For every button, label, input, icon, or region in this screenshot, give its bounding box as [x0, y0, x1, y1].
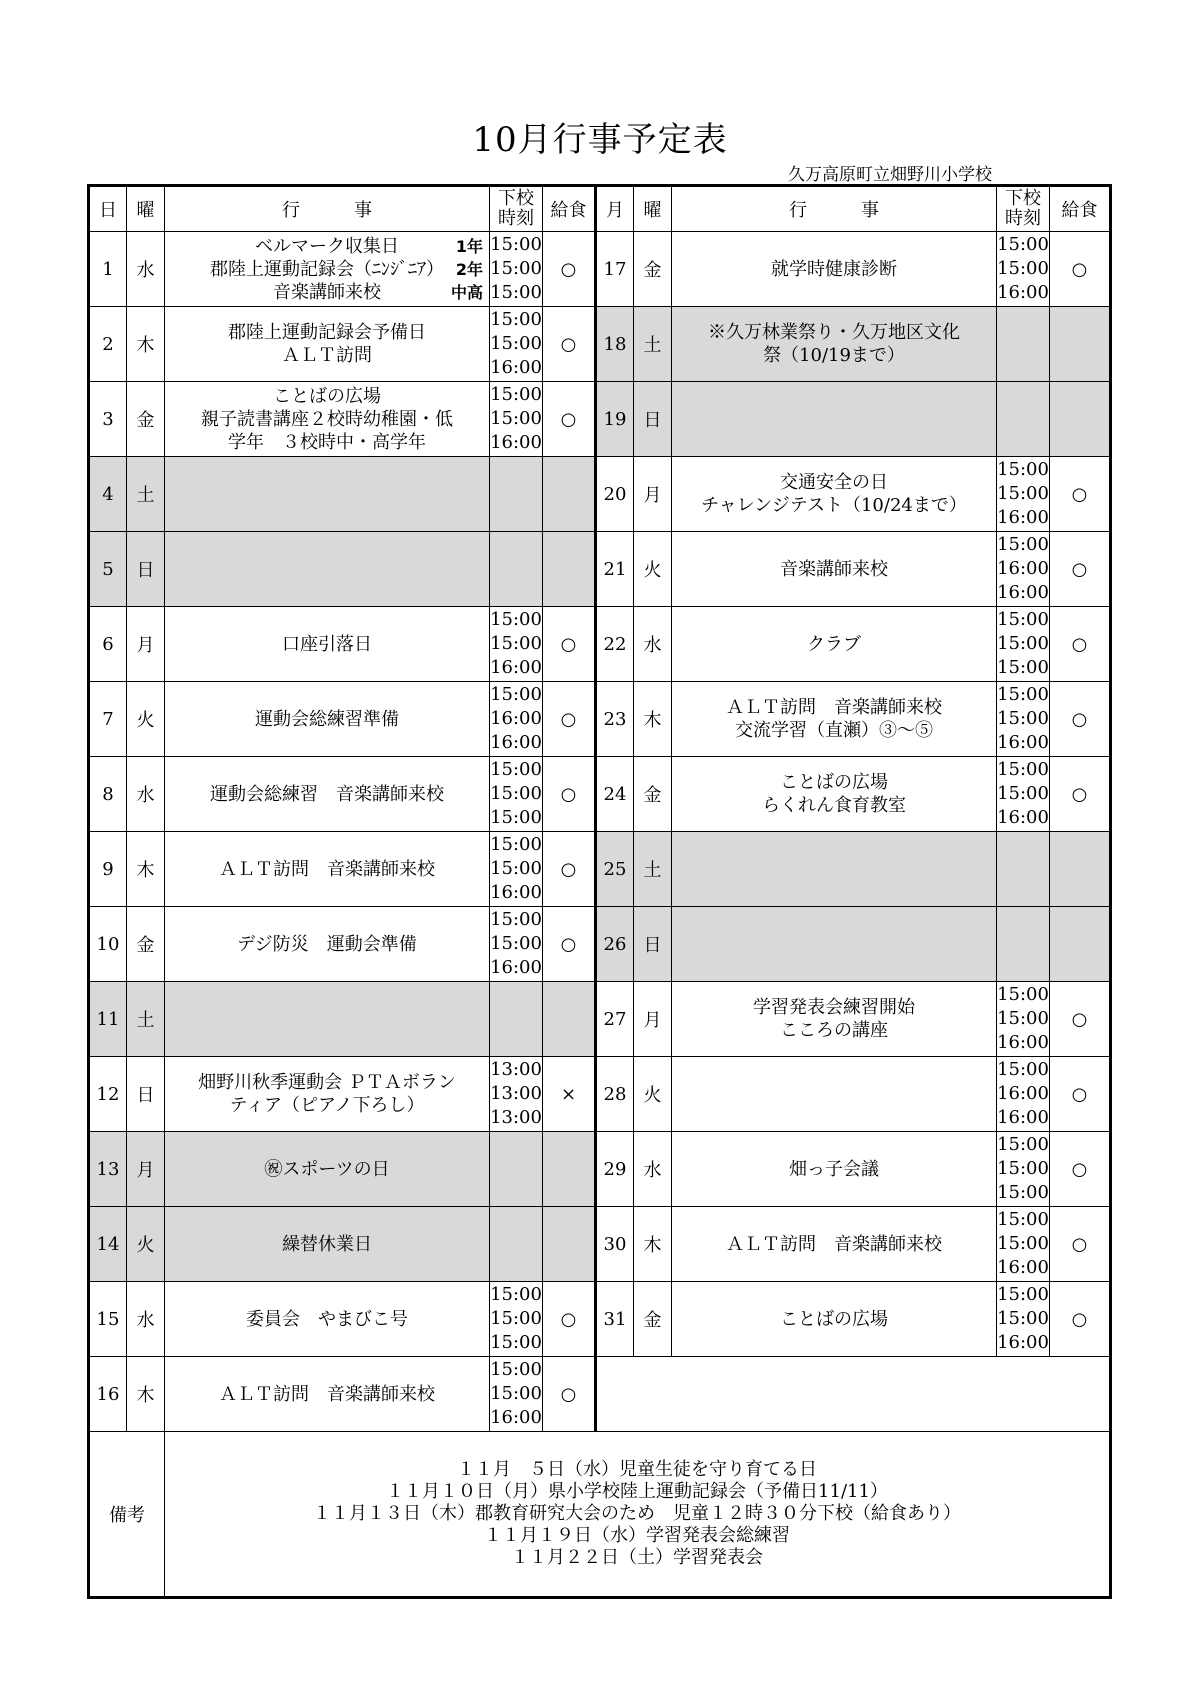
time-cell — [490, 682, 543, 757]
dismissal-time: 15:00 — [490, 759, 542, 780]
day-cell: 14 — [89, 1207, 127, 1282]
dismissal-time: 16:00 — [490, 882, 542, 903]
event-cell — [165, 907, 490, 982]
right-day-cell: 22 — [596, 607, 634, 682]
day-cell: 13 — [89, 1132, 127, 1207]
dismissal-time: 16:00 — [997, 1032, 1049, 1053]
right-time-cell — [997, 607, 1050, 682]
event-cell — [165, 982, 490, 1057]
note-line: １１月１３日（木）郡教育研究大会のため 児童１２時３０分下校（給食あり） — [313, 1503, 961, 1524]
right-day-cell: 18 — [596, 307, 634, 382]
right-event-cell — [672, 1207, 997, 1282]
dismissal-time: 15:00 — [490, 234, 542, 255]
right-weekday-cell: 金 — [634, 757, 672, 832]
dismissal-time: 15:00 — [997, 1209, 1049, 1230]
schedule-row — [89, 682, 1111, 757]
event-cell — [165, 1132, 490, 1207]
dismissal-time: 16:00 — [490, 732, 542, 753]
dismissal-time: 15:00 — [490, 1359, 542, 1380]
dismissal-time: 16:00 — [997, 732, 1049, 753]
day-cell: 3 — [89, 382, 127, 457]
right-lunch-cell — [1050, 307, 1111, 382]
right-time-cell — [997, 1057, 1050, 1132]
dismissal-time: 15:00 — [997, 984, 1049, 1005]
lunch-cell: ○ — [543, 307, 596, 382]
grade-labels — [451, 235, 483, 304]
dismissal-time: 15:00 — [997, 1008, 1049, 1029]
dismissal-time: 15:00 — [490, 384, 542, 405]
weekday-cell: 水 — [127, 232, 165, 307]
lunch-cell: ○ — [543, 1357, 596, 1432]
event-line: デジ防災 運動会準備 — [237, 933, 417, 955]
event-cell — [165, 307, 490, 382]
dismissal-time: 16:00 — [490, 957, 542, 978]
right-day-cell: 17 — [596, 232, 634, 307]
event-cell — [165, 1057, 490, 1132]
day-cell: 11 — [89, 982, 127, 1057]
event-line: 繰替休業日 — [282, 1233, 372, 1255]
day-cell: 4 — [89, 457, 127, 532]
weekday-cell: 土 — [127, 982, 165, 1057]
weekday-cell: 日 — [127, 532, 165, 607]
right-weekday-cell: 日 — [634, 382, 672, 457]
right-event-cell — [672, 532, 997, 607]
dismissal-time: 15:00 — [997, 1059, 1049, 1080]
event-line: 音楽講師来校 — [780, 558, 888, 580]
right-event-cell — [672, 607, 997, 682]
lunch-cell: ○ — [543, 382, 596, 457]
right-event-cell — [672, 307, 997, 382]
grade-label: 1年 — [455, 237, 483, 256]
event-cell — [165, 832, 490, 907]
day-cell: 6 — [89, 607, 127, 682]
right-day-cell: 31 — [596, 1282, 634, 1357]
time-cell — [490, 982, 543, 1057]
header-weekday-right: 曜 — [634, 186, 672, 232]
grade-label: 2年 — [455, 260, 483, 279]
lunch-cell — [543, 1132, 596, 1207]
day-cell: 7 — [89, 682, 127, 757]
schedule-row — [89, 457, 1111, 532]
event-line: ※久万林業祭り・久万地区文化 — [708, 322, 960, 343]
dismissal-time: 16:00 — [490, 357, 542, 378]
right-weekday-cell: 木 — [634, 1207, 672, 1282]
day-cell: 1 — [89, 232, 127, 307]
dismissal-time: 15:00 — [490, 633, 542, 654]
event-line: 親子読書講座２校時幼稚園・低 — [201, 408, 453, 430]
event-line: 運動会総練習準備 — [255, 708, 399, 730]
time-cell — [490, 382, 543, 457]
right-time-cell — [997, 1207, 1050, 1282]
lunch-cell: ○ — [543, 607, 596, 682]
dismissal-time: 15:00 — [997, 657, 1049, 678]
event-line: 運動会総練習 音楽講師来校 — [210, 783, 444, 805]
weekday-cell: 火 — [127, 682, 165, 757]
right-day-cell: 29 — [596, 1132, 634, 1207]
dismissal-time: 15:00 — [490, 684, 542, 705]
right-weekday-cell: 火 — [634, 532, 672, 607]
dismissal-time: 15:00 — [490, 1332, 542, 1353]
header-day: 日 — [89, 186, 127, 232]
dismissal-time: 15:00 — [490, 909, 542, 930]
right-day-cell: 25 — [596, 832, 634, 907]
notes-row — [89, 1432, 1111, 1598]
schedule-row — [89, 907, 1111, 982]
right-day-cell: 26 — [596, 907, 634, 982]
dismissal-time: 15:00 — [490, 1284, 542, 1305]
event-cell — [165, 1357, 490, 1432]
schedule-row — [89, 832, 1111, 907]
event-cell — [165, 607, 490, 682]
right-day-cell: 24 — [596, 757, 634, 832]
dismissal-time: 15:00 — [490, 333, 542, 354]
header-lunch-right: 給食 — [1050, 186, 1111, 232]
event-line: 畑野川秋季運動会 ＰＴＡボラン — [198, 1072, 456, 1093]
lunch-cell: ○ — [543, 232, 596, 307]
dismissal-time: 15:00 — [997, 1308, 1049, 1329]
dismissal-time: 15:00 — [997, 1134, 1049, 1155]
event-line: ＡＬＴ訪問 音楽講師来校 — [219, 858, 435, 880]
time-cell — [490, 532, 543, 607]
event-cell — [165, 457, 490, 532]
right-time-cell — [997, 1282, 1050, 1357]
day-cell: 2 — [89, 307, 127, 382]
weekday-cell: 木 — [127, 307, 165, 382]
dismissal-time: 15:00 — [997, 1182, 1049, 1203]
right-time-cell — [997, 832, 1050, 907]
dismissal-time: 15:00 — [490, 858, 542, 879]
right-weekday-cell: 月 — [634, 982, 672, 1057]
event-line: ティア（ピアノ下ろし） — [229, 1095, 425, 1116]
dismissal-time: 15:00 — [490, 282, 542, 303]
dismissal-time: 16:00 — [997, 1332, 1049, 1353]
schedule-row — [89, 307, 1111, 382]
lunch-cell — [543, 982, 596, 1057]
dismissal-time: 15:00 — [997, 234, 1049, 255]
right-day-cell: 28 — [596, 1057, 634, 1132]
right-day-cell: 23 — [596, 682, 634, 757]
right-weekday-cell: 日 — [634, 907, 672, 982]
note-line: １１月１９日（水）学習発表会総練習 — [484, 1525, 790, 1546]
dismissal-time: 15:00 — [997, 1284, 1049, 1305]
right-weekday-cell: 火 — [634, 1057, 672, 1132]
right-lunch-cell: ○ — [1050, 1057, 1111, 1132]
time-cell — [490, 607, 543, 682]
event-cell — [165, 757, 490, 832]
dismissal-time: 16:00 — [997, 582, 1049, 603]
dismissal-time: 13:00 — [490, 1083, 542, 1104]
dismissal-time: 15:00 — [490, 1383, 542, 1404]
weekday-cell: 土 — [127, 457, 165, 532]
school-name: 久万高原町立畑野川小学校 — [788, 165, 992, 185]
dismissal-time: 15:00 — [490, 1308, 542, 1329]
right-time-cell — [997, 532, 1050, 607]
lunch-cell: ○ — [543, 832, 596, 907]
right-day-cell: 19 — [596, 382, 634, 457]
time-cell — [490, 1207, 543, 1282]
right-day-cell: 21 — [596, 532, 634, 607]
event-line: クラブ — [807, 633, 861, 655]
right-event-cell — [672, 757, 997, 832]
right-weekday-cell: 土 — [634, 307, 672, 382]
header-event: 行 事 — [165, 186, 490, 232]
dismissal-time: 16:00 — [997, 507, 1049, 528]
schedule-row — [89, 1357, 1111, 1432]
right-lunch-cell: ○ — [1050, 1282, 1111, 1357]
right-lunch-cell: ○ — [1050, 1132, 1111, 1207]
lunch-cell: ○ — [543, 757, 596, 832]
event-cell — [165, 1282, 490, 1357]
time-cell — [490, 232, 543, 307]
right-weekday-cell: 金 — [634, 232, 672, 307]
notes-content — [165, 1432, 1111, 1598]
grade-label: 中高 — [450, 283, 483, 302]
event-line: ＡＬＴ訪問 音楽講師来校 — [726, 1233, 942, 1255]
event-line: 委員会 やまびこ号 — [246, 1308, 408, 1330]
day-cell: 5 — [89, 532, 127, 607]
weekday-cell: 火 — [127, 1207, 165, 1282]
dismissal-time: 13:00 — [490, 1059, 542, 1080]
time-cell — [490, 907, 543, 982]
note-line: １１月２２日（土）学習発表会 — [511, 1547, 763, 1568]
dismissal-time: 15:00 — [997, 609, 1049, 630]
weekday-cell: 水 — [127, 1282, 165, 1357]
dismissal-time: 15:00 — [997, 633, 1049, 654]
dismissal-time: 16:00 — [997, 1257, 1049, 1278]
schedule-row — [89, 532, 1111, 607]
header-time-right: 下校 時刻 — [997, 186, 1050, 232]
dismissal-time: 16:00 — [490, 432, 542, 453]
event-line: 学年 ３校時中・高学年 — [228, 431, 426, 453]
right-weekday-cell: 水 — [634, 607, 672, 682]
lunch-cell: × — [543, 1057, 596, 1132]
time-cell — [490, 1282, 543, 1357]
header-lunch: 給食 — [543, 186, 596, 232]
weekday-cell: 月 — [127, 1132, 165, 1207]
dismissal-time: 16:00 — [490, 1407, 542, 1428]
time-cell — [490, 307, 543, 382]
right-event-cell — [672, 907, 997, 982]
time-cell — [490, 1357, 543, 1432]
right-time-cell — [997, 907, 1050, 982]
schedule-row — [89, 1282, 1111, 1357]
event-cell — [165, 532, 490, 607]
lunch-cell: ○ — [543, 907, 596, 982]
right-event-cell — [672, 1132, 997, 1207]
event-line: ことばの広場 — [273, 385, 381, 407]
event-line: ＡＬＴ訪問 — [282, 345, 372, 366]
event-line: ＡＬＴ訪問 音楽講師来校 — [219, 1383, 435, 1405]
event-line: 学習発表会練習開始 — [753, 997, 915, 1018]
event-line: 畑っ子会議 — [789, 1158, 879, 1180]
right-lunch-cell: ○ — [1050, 982, 1111, 1057]
dismissal-time: 16:00 — [997, 558, 1049, 579]
right-time-cell — [997, 982, 1050, 1057]
dismissal-time: 16:00 — [997, 282, 1049, 303]
right-day-cell: 27 — [596, 982, 634, 1057]
right-weekday-cell: 土 — [634, 832, 672, 907]
dismissal-time: 15:00 — [490, 309, 542, 330]
schedule-row — [89, 982, 1111, 1057]
day-cell: 10 — [89, 907, 127, 982]
day-cell: 12 — [89, 1057, 127, 1132]
dismissal-time: 16:00 — [490, 657, 542, 678]
time-cell — [490, 832, 543, 907]
weekday-cell: 水 — [127, 757, 165, 832]
weekday-cell: 日 — [127, 1057, 165, 1132]
schedule-row — [89, 1207, 1111, 1282]
note-line: １１月１０日（月）県小学校陸上運動記録会（予備日11/11） — [386, 1481, 888, 1502]
weekday-cell: 金 — [127, 907, 165, 982]
event-line: 郡陸上運動記録会（ﾆﾝｼﾞﾆｱ） — [210, 258, 444, 280]
dismissal-time: 15:00 — [490, 783, 542, 804]
weekday-cell: 月 — [127, 607, 165, 682]
schedule-row — [89, 232, 1111, 307]
right-event-cell — [672, 1282, 997, 1357]
schedule-row — [89, 757, 1111, 832]
schedule-row — [89, 1057, 1111, 1132]
dismissal-time: 16:00 — [997, 1083, 1049, 1104]
right-event-cell — [672, 982, 997, 1057]
event-line: ㊗スポーツの日 — [264, 1158, 390, 1180]
header-row — [89, 186, 1111, 232]
dismissal-time: 15:00 — [490, 258, 542, 279]
right-time-cell — [997, 232, 1050, 307]
right-weekday-cell: 水 — [634, 1132, 672, 1207]
dismissal-time: 15:00 — [997, 684, 1049, 705]
event-cell — [165, 382, 490, 457]
schedule-row — [89, 1132, 1111, 1207]
right-event-cell — [672, 457, 997, 532]
right-lunch-cell — [1050, 832, 1111, 907]
header-weekday: 曜 — [127, 186, 165, 232]
event-cell — [165, 232, 490, 307]
dismissal-time: 15:00 — [997, 759, 1049, 780]
schedule-row — [89, 607, 1111, 682]
event-line: ベルマーク収集日 — [255, 235, 399, 257]
weekday-cell: 木 — [127, 832, 165, 907]
schedule-table — [87, 184, 1112, 1599]
note-line: １１月 ５日（水）児童生徒を守り育てる日 — [457, 1459, 817, 1480]
right-event-cell — [672, 1057, 997, 1132]
right-event-cell — [672, 682, 997, 757]
right-event-cell — [672, 382, 997, 457]
dismissal-time: 15:00 — [997, 534, 1049, 555]
event-line: ＡＬＴ訪問 音楽講師来校 — [726, 697, 942, 718]
dismissal-time: 13:00 — [490, 1107, 542, 1128]
lunch-cell — [543, 532, 596, 607]
dismissal-time: 15:00 — [490, 807, 542, 828]
lunch-cell — [543, 1207, 596, 1282]
event-line: 就学時健康診断 — [771, 258, 897, 280]
page-title: 10月行事予定表 — [472, 120, 728, 160]
right-lunch-cell: ○ — [1050, 682, 1111, 757]
right-time-cell — [997, 682, 1050, 757]
dismissal-time: 16:00 — [997, 807, 1049, 828]
event-line: 交通安全の日 — [780, 472, 888, 493]
event-line: こころの講座 — [780, 1020, 888, 1041]
event-cell — [165, 1207, 490, 1282]
right-time-cell — [997, 457, 1050, 532]
header-time: 下校 時刻 — [490, 186, 543, 232]
event-line: 交流学習（直瀬）③～⑤ — [735, 720, 933, 741]
right-time-cell — [997, 382, 1050, 457]
dismissal-time: 15:00 — [490, 408, 542, 429]
event-line: ことばの広場 — [780, 1308, 888, 1330]
event-line: 郡陸上運動記録会予備日 — [228, 322, 426, 343]
dismissal-time: 15:00 — [997, 783, 1049, 804]
lunch-cell — [543, 457, 596, 532]
dismissal-time: 15:00 — [997, 459, 1049, 480]
dismissal-time: 15:00 — [997, 1233, 1049, 1254]
lunch-cell: ○ — [543, 1282, 596, 1357]
empty-right-cell — [596, 1357, 1111, 1432]
day-cell: 15 — [89, 1282, 127, 1357]
event-line: 口座引落日 — [282, 633, 372, 655]
right-weekday-cell: 木 — [634, 682, 672, 757]
right-lunch-cell: ○ — [1050, 232, 1111, 307]
right-weekday-cell: 月 — [634, 457, 672, 532]
event-cell — [165, 682, 490, 757]
right-time-cell — [997, 307, 1050, 382]
lunch-cell: ○ — [543, 682, 596, 757]
dismissal-time: 15:00 — [997, 708, 1049, 729]
day-cell: 16 — [89, 1357, 127, 1432]
dismissal-time: 15:00 — [997, 258, 1049, 279]
right-weekday-cell: 金 — [634, 1282, 672, 1357]
right-event-cell — [672, 232, 997, 307]
schedule-row — [89, 382, 1111, 457]
weekday-cell: 金 — [127, 382, 165, 457]
header-day-right: 月 — [596, 186, 634, 232]
right-day-cell: 30 — [596, 1207, 634, 1282]
right-lunch-cell: ○ — [1050, 607, 1111, 682]
dismissal-time: 16:00 — [997, 1107, 1049, 1128]
day-cell: 8 — [89, 757, 127, 832]
time-cell — [490, 457, 543, 532]
right-lunch-cell — [1050, 907, 1111, 982]
day-cell: 9 — [89, 832, 127, 907]
time-cell — [490, 1057, 543, 1132]
right-lunch-cell: ○ — [1050, 457, 1111, 532]
dismissal-time: 15:00 — [490, 933, 542, 954]
right-lunch-cell: ○ — [1050, 757, 1111, 832]
right-event-cell — [672, 832, 997, 907]
right-day-cell: 20 — [596, 457, 634, 532]
dismissal-time: 16:00 — [490, 708, 542, 729]
right-lunch-cell: ○ — [1050, 1207, 1111, 1282]
event-line: ことばの広場 — [780, 772, 888, 793]
right-time-cell — [997, 1132, 1050, 1207]
right-time-cell — [997, 757, 1050, 832]
event-line: 祭（10/19まで） — [763, 345, 905, 366]
time-cell — [490, 1132, 543, 1207]
right-lunch-cell — [1050, 382, 1111, 457]
dismissal-time: 15:00 — [997, 483, 1049, 504]
weekday-cell: 木 — [127, 1357, 165, 1432]
dismissal-time: 15:00 — [997, 1158, 1049, 1179]
dismissal-time: 15:00 — [490, 609, 542, 630]
event-line: らくれん食育教室 — [762, 795, 906, 816]
event-line: チャレンジテスト（10/24まで） — [701, 495, 967, 516]
right-lunch-cell: ○ — [1050, 532, 1111, 607]
event-line: 音楽講師来校 — [273, 281, 381, 303]
notes-label: 備考 — [89, 1432, 165, 1598]
header-event-right: 行 事 — [672, 186, 997, 232]
time-cell — [490, 757, 543, 832]
dismissal-time: 15:00 — [490, 834, 542, 855]
